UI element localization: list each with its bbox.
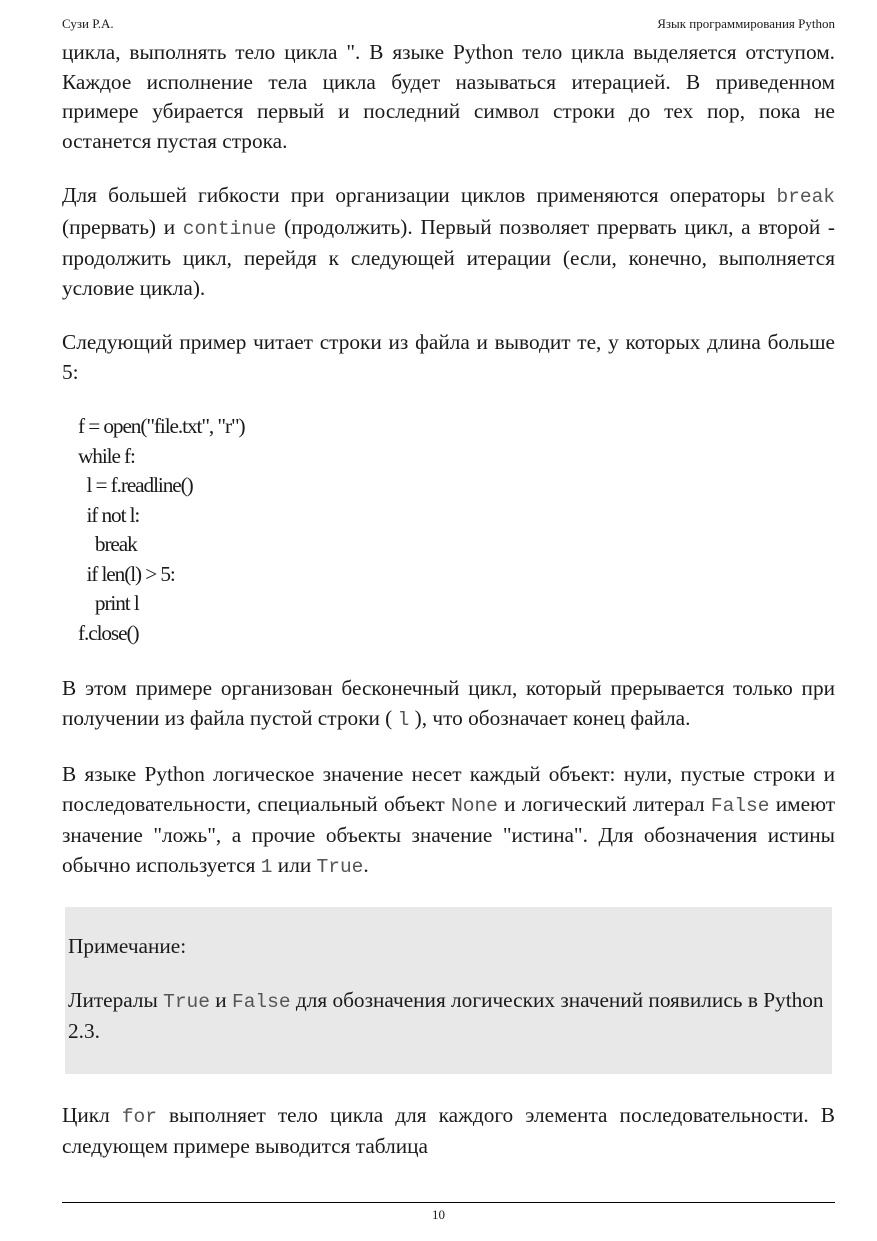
note-body [68,986,828,1047]
text-segment: Литералы [68,987,164,1012]
text-segment: . [363,852,369,877]
header-author: Сузи Р.А. [62,16,114,31]
inline-code-false: False [232,990,291,1013]
text-segment: В языке Python логическое значение несет каждый объект: нули, пустые строки и последовательности, специальный объект [62,762,835,816]
text-segment: выполняет тело цикла для каждого элемента последовательности. В следующем примере выводится таблица [62,1102,836,1158]
paragraph-truth-values [62,760,835,882]
inline-code-false: False [710,794,770,817]
paragraph-loop-indent: цикла, выполнять тело цикла ". В языке Python тело цикла выделяется отступом. Каждое исполнение тела цикла будет называться итерацией. В приведенном примере убирается первый и последний символ строки до тех пор, пока не останется пустая строка. [62,40,835,153]
text-segment: или [272,852,317,877]
paragraph-infinite-loop [62,674,835,735]
code-line: if len(l) > 5: [78,561,175,586]
paragraph-example-intro: Следующий пример читает строки из файла и выводит те, у которых длина больше 5: [62,330,835,384]
code-example [78,412,835,648]
inline-code-for: for [121,1105,157,1128]
inline-code-one: 1 [260,855,273,878]
note-box [65,907,832,1074]
text-segment: ), что обозначает конец файла. [409,705,691,730]
paragraph-for-loop-wrap [62,1101,835,1162]
text-segment: имеют значение "ложь", а прочие объекты значение "истина". Для обозначения истины обычно используется [62,791,836,877]
text-segment: Цикл [62,1102,122,1127]
code-line: l = f.readline() [78,473,193,497]
inline-code-true: True [163,990,210,1013]
running-header [62,16,835,32]
text-segment: для обозначения логических значений появились в Python 2.3. [68,987,824,1043]
paragraph-break-continue [62,181,835,303]
header-book-title: Язык программирования Python [657,16,835,31]
text-segment: Для большей гибкости при организации циклов применяются операторы [62,183,777,207]
page-number: 10 [432,1207,445,1222]
text-segment: и [209,987,233,1012]
code-line: while f: [78,443,135,468]
inline-code-l: l [397,708,410,731]
inline-code-break: break [776,186,835,208]
code-line: if not l: [78,502,140,527]
text-segment: В этом примере организован бесконечный цикл, который прерывается только при получении из файла пустой строки ( [62,676,835,730]
note-title: Примечание: [68,934,187,958]
text-segment: (прервать) и [62,214,183,239]
code-line: break [78,532,137,556]
text-segment: (продолжить). Первый позволяет прервать цикл, а второй - продолжить цикл, перейдя к следующей итерации (если, конечно, выполняется условие цикла). [62,214,835,300]
paragraph-for-loop [62,1101,835,1162]
body-text [62,38,835,1162]
code-line: f = open("file.txt", "r") [78,414,245,438]
code-line: print l [78,591,139,615]
text-segment: и логический литерал [497,791,711,816]
inline-code-true: True [316,855,364,878]
code-line: f.close() [78,620,139,645]
inline-code-none: None [451,794,498,817]
footer-divider [62,1202,835,1203]
inline-code-continue: continue [182,217,277,240]
